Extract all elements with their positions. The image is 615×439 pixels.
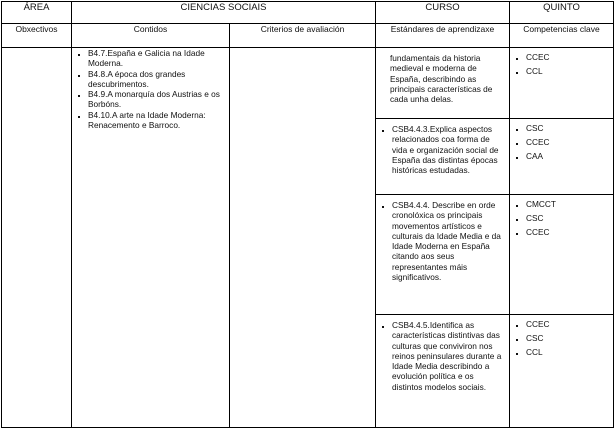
list-item: ▪ CSC [526, 332, 609, 346]
competences-cell [510, 119, 614, 195]
competences-cell [510, 48, 614, 119]
list-item: ▪ CSB4.4.4. Describe en orde cronolóxica os principais movementos artísticos e culturais da Idade Media e da Idade Moderna en España citando aos seus representantes máis significativos. [392, 200, 505, 282]
list-item: ▪ CSC [526, 212, 609, 226]
criteria-cell [230, 48, 376, 428]
competences-list [510, 122, 613, 163]
column-header-objectives: Obxectivos [2, 24, 72, 48]
standards-cell [376, 315, 510, 428]
competences-list [510, 198, 613, 239]
header-row [2, 2, 614, 24]
list-item: ▪ CSB4.4.3.Explica aspectos relacionados coa forma de vida e organización social de España das distintas épocas históricas estudadas. [392, 124, 505, 175]
competences-cell [510, 315, 614, 428]
contents-list [72, 48, 229, 130]
column-header-row [2, 24, 614, 48]
column-header-contents: Contidos [72, 24, 230, 48]
curriculum-table [1, 1, 614, 428]
curso-value: QUINTO [510, 2, 614, 24]
column-header-criteria: Criterios de avaliación [230, 24, 376, 48]
list-item: ▪ CSB4.4.5.Identifica as características distintivas das culturas que conviviron nos reinos peninsulares durante a Idade Media describindo a evolución política e os distintos modelos sociais. [392, 320, 505, 392]
list-item: ▪ B4.10.A arte na Idade Moderna: Renacemento e Barroco. [88, 110, 225, 131]
list-item: ▪ B4.9.A monarquía dos Austrias e os Borbóns. [88, 89, 225, 110]
list-item: ▪ CCEC [526, 226, 609, 240]
standards-cell [376, 119, 510, 195]
list-item: ▪ CCL [526, 346, 609, 360]
list-item: ▪ CCEC [526, 136, 609, 150]
standards-list [376, 200, 509, 282]
table-row [2, 48, 614, 119]
list-item: ▪ CCL [526, 65, 609, 79]
standards-cell [376, 48, 510, 119]
list-item: ▪ CAA [526, 150, 609, 164]
list-item: ▪ B4.8.A época dos grandes descubrimentos. [88, 69, 225, 90]
list-item: ▪ CMCCT [526, 198, 609, 212]
list-item: ▪ CCEC [526, 318, 609, 332]
list-item: ▪ B4.7.España e Galicia na Idade Moderna. [88, 48, 225, 69]
standards-list [376, 124, 509, 175]
contents-cell [72, 48, 230, 428]
curso-label: CURSO [376, 2, 510, 24]
competences-list [510, 318, 613, 359]
competences-cell [510, 195, 614, 315]
standards-cell [376, 195, 510, 315]
area-label: ÁREA [2, 2, 72, 24]
area-value: CIENCIAS SOCIAIS [72, 2, 376, 24]
objectives-cell [2, 48, 72, 428]
competences-list [510, 51, 613, 79]
list-item: ▪ CCEC [526, 51, 609, 65]
standards-list [376, 320, 509, 392]
curriculum-sheet [1, 1, 613, 427]
column-header-standards: Estándares de aprendizaxe [376, 24, 510, 48]
standard-continuation: fundamentais da historia medieval e moderna de España, describindo as principais características de cada unha delas. [390, 53, 493, 105]
list-item: ▪ CSC [526, 122, 609, 136]
column-header-competences: Competencias clave [510, 24, 614, 48]
